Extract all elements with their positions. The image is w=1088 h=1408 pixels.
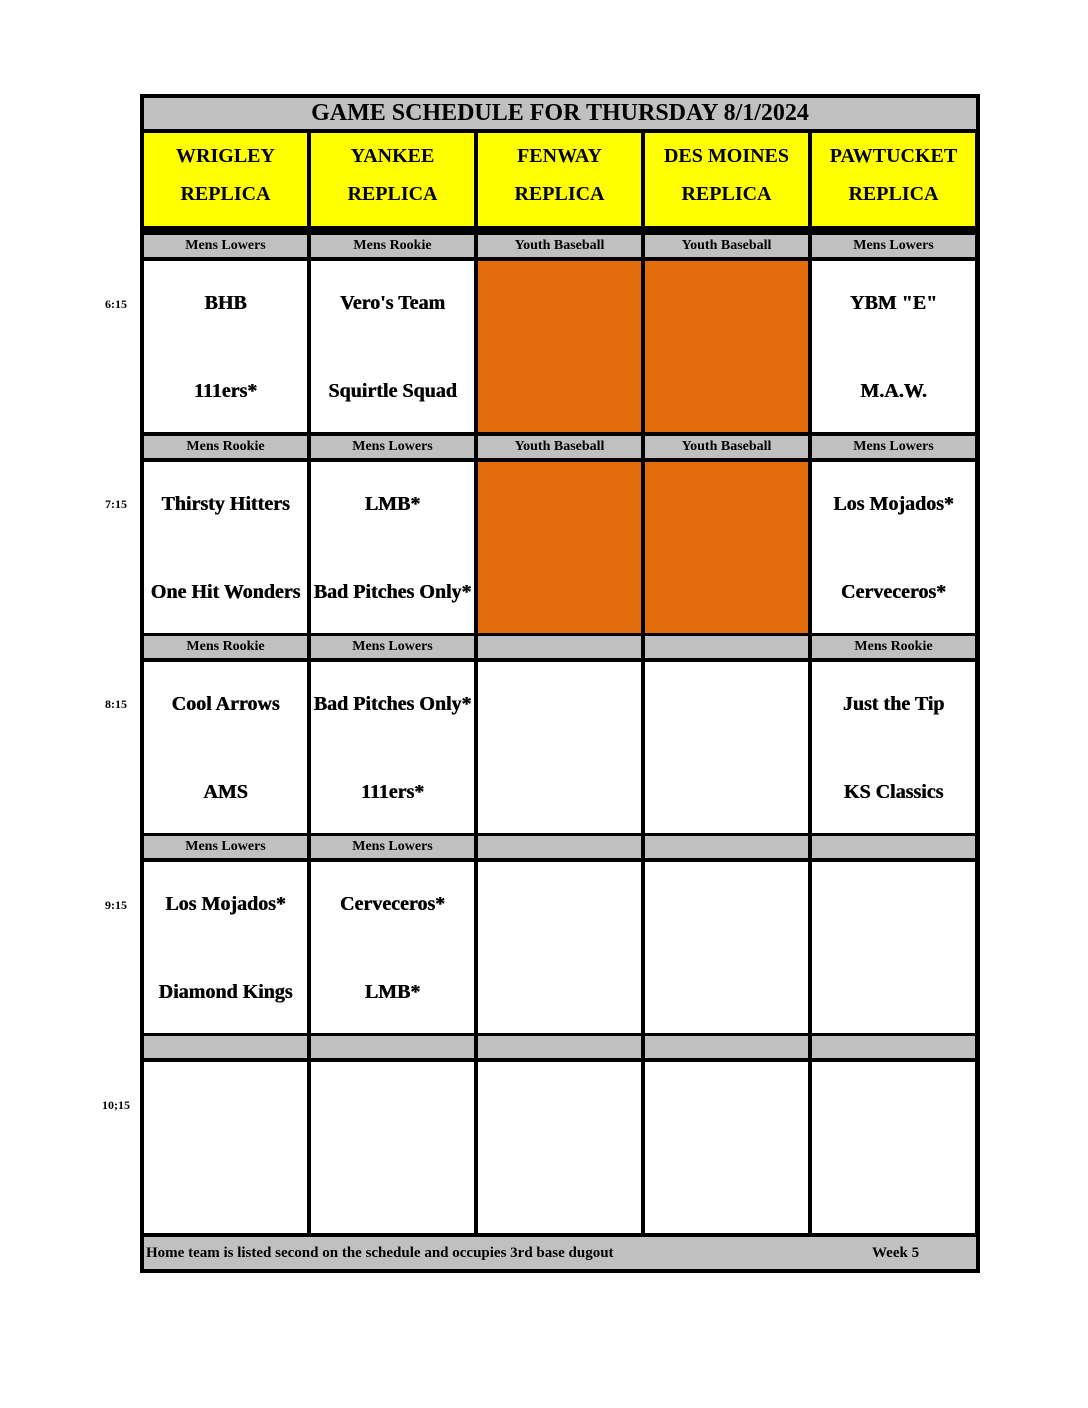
- game-cell: [311, 261, 474, 432]
- division-label: Mens Rookie: [144, 636, 307, 658]
- field-subtitle: REPLICA: [848, 183, 939, 205]
- schedule-title: GAME SCHEDULE FOR THURSDAY 8/1/2024: [144, 98, 976, 129]
- division-label: Mens Rookie: [311, 235, 474, 257]
- away-team: YBM "E": [849, 291, 938, 314]
- blocked-cell: [645, 462, 808, 633]
- home-team: KS Classics: [843, 780, 944, 803]
- field-name: YANKEE: [350, 145, 435, 167]
- game-cell: [812, 462, 975, 633]
- field-subtitle: REPLICA: [514, 183, 605, 205]
- home-team: LMB*: [364, 980, 421, 1003]
- empty-cell: [144, 1062, 307, 1233]
- time-label-6-15: 6:15: [105, 297, 127, 311]
- division-label: Mens Lowers: [311, 436, 474, 458]
- home-team: 111ers*: [360, 780, 425, 803]
- division-label: [812, 1036, 975, 1058]
- field-subtitle: REPLICA: [347, 183, 438, 205]
- game-cell: [144, 862, 307, 1033]
- field-name: DES MOINES: [663, 145, 790, 167]
- game-cell: [311, 462, 474, 633]
- field-header-fenway: [478, 133, 641, 226]
- division-label: Mens Lowers: [311, 836, 474, 858]
- away-team: Vero's Team: [339, 291, 446, 314]
- home-team: Bad Pitches Only*: [313, 580, 472, 603]
- division-label: [478, 1036, 641, 1058]
- away-team: BHB: [204, 291, 247, 314]
- time-label-9-15: 9:15: [105, 898, 127, 912]
- division-label: [144, 1036, 307, 1058]
- division-label: Youth Baseball: [645, 235, 808, 257]
- home-team: Squirtle Squad: [328, 379, 457, 402]
- game-cell: [812, 261, 975, 432]
- division-label: Youth Baseball: [478, 235, 641, 257]
- blocked-cell: [478, 462, 641, 633]
- division-label: [478, 636, 641, 658]
- home-team: One Hit Wonders: [150, 580, 301, 603]
- field-header-pawtucket: [812, 133, 975, 226]
- empty-cell: [645, 1062, 808, 1233]
- empty-cell: [645, 862, 808, 1033]
- division-label: Mens Rookie: [812, 636, 975, 658]
- game-cell: [144, 662, 307, 833]
- empty-cell: [311, 1062, 474, 1233]
- division-label: Mens Lowers: [144, 836, 307, 858]
- division-label: Youth Baseball: [478, 436, 641, 458]
- away-team: Los Mojados*: [833, 492, 954, 515]
- home-team: AMS: [203, 780, 248, 803]
- empty-cell: [478, 662, 641, 833]
- field-name: FENWAY: [517, 145, 602, 167]
- field-header-yankee: [311, 133, 474, 226]
- division-label: Mens Lowers: [812, 235, 975, 257]
- home-team: M.A.W.: [860, 379, 927, 402]
- game-cell: [311, 662, 474, 833]
- game-cell: [144, 261, 307, 432]
- field-subtitle: REPLICA: [681, 183, 772, 205]
- blocked-cell: [645, 261, 808, 432]
- home-team: Diamond Kings: [158, 980, 293, 1003]
- empty-cell: [812, 862, 975, 1033]
- schedule-table: [140, 94, 980, 1273]
- time-label-10-15: 10;15: [102, 1098, 130, 1112]
- away-team: Cerveceros*: [339, 892, 446, 915]
- blocked-cell: [478, 261, 641, 432]
- field-header-des-moines: [645, 133, 808, 226]
- schedule-footer: [144, 1237, 976, 1269]
- empty-cell: [812, 1062, 975, 1233]
- division-label: Mens Lowers: [812, 436, 975, 458]
- time-label-7-15: 7:15: [105, 497, 127, 511]
- away-team: Bad Pitches Only*: [313, 692, 472, 715]
- division-label: [311, 1036, 474, 1058]
- field-name: PAWTUCKET: [829, 145, 958, 167]
- division-label: Youth Baseball: [645, 436, 808, 458]
- division-label: [645, 1036, 808, 1058]
- field-subtitle: REPLICA: [180, 183, 271, 205]
- time-label-8-15: 8:15: [105, 697, 127, 711]
- game-cell: [144, 462, 307, 633]
- game-cell: [812, 662, 975, 833]
- home-team: Cerveceros*: [840, 580, 947, 603]
- game-cell: [311, 862, 474, 1033]
- week-label: Week 5: [872, 1245, 920, 1261]
- empty-cell: [645, 662, 808, 833]
- division-label: [645, 636, 808, 658]
- field-header-wrigley: [144, 133, 307, 226]
- away-team: Los Mojados*: [165, 892, 286, 915]
- away-team: Thirsty Hitters: [161, 492, 290, 515]
- division-label: Mens Lowers: [311, 636, 474, 658]
- field-name: WRIGLEY: [176, 145, 275, 167]
- home-team: 111ers*: [193, 379, 258, 402]
- away-team: Cool Arrows: [171, 692, 280, 715]
- away-team: LMB*: [364, 492, 421, 515]
- division-label: [645, 836, 808, 858]
- division-label: [812, 836, 975, 858]
- division-label: Mens Lowers: [144, 235, 307, 257]
- footer-note: Home team is listed second on the schedule and occupies 3rd base dugout: [146, 1245, 614, 1261]
- empty-cell: [478, 862, 641, 1033]
- division-label: Mens Rookie: [144, 436, 307, 458]
- empty-cell: [478, 1062, 641, 1233]
- division-label: [478, 836, 641, 858]
- away-team: Just the Tip: [842, 692, 945, 715]
